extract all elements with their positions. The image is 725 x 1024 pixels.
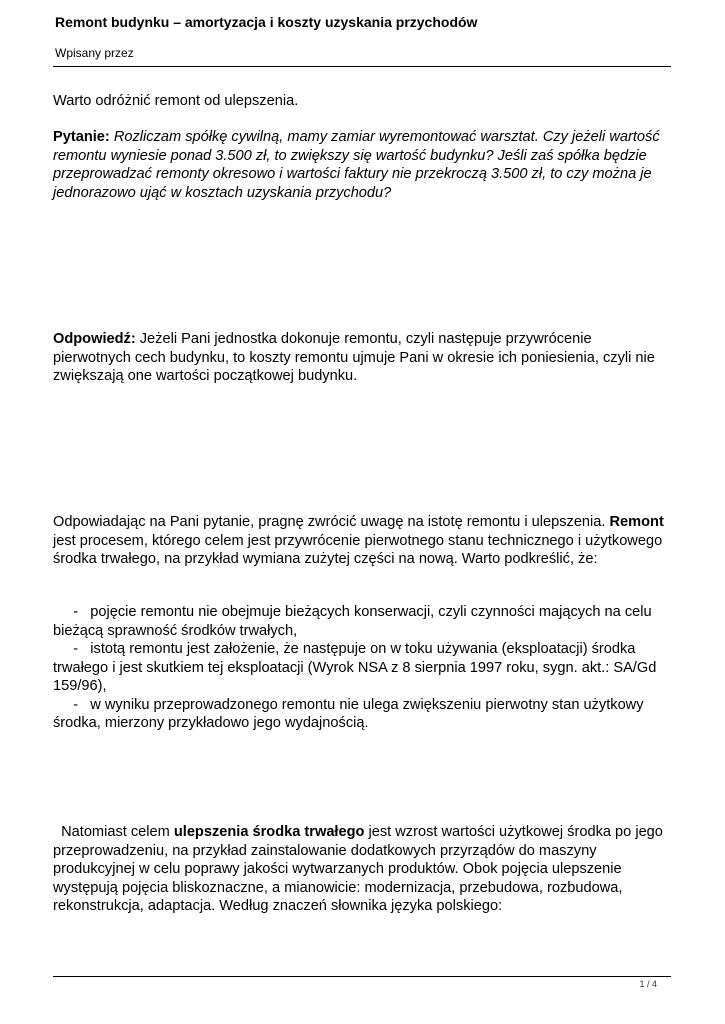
remont-line: środka trwałego, na przykład wymiana zużytej części na nową. Warto podkreślić, że: (53, 551, 598, 567)
document-title: Remont budynku – amortyzacja i koszty uzyskania przychodów (55, 14, 478, 30)
ulepszenie-paragraph (53, 823, 673, 916)
remont-bullet-list (53, 603, 673, 733)
question-line: remontu wyniesie ponad 3.500 zł, to zwiększy się wartość budynku? Jeśli zaś spółka będzie (53, 147, 647, 164)
ulepszenie-line: występują pojęcia bliskoznaczne, a mianowicie: modernizacja, przebudowa, rozbudowa, (53, 879, 623, 896)
header-divider (53, 66, 671, 67)
ulepszenie-line: Natomiast celem (53, 824, 174, 840)
ulepszenie-term: ulepszenia środka trwałego (173, 824, 365, 840)
intro-text: Warto odróżnić remont od ulepszenia. (53, 93, 299, 109)
page-number: 1 / 4 (639, 979, 657, 989)
bullet-line: - istotą remontu jest założenie, że następuje on w toku używania (eksploatacji) środka (53, 641, 636, 657)
intro-paragraph (53, 92, 673, 111)
bullet-line: bieżącą sprawność środków trwałych, (53, 622, 298, 639)
question-label: Pytanie: (53, 129, 110, 145)
answer-label: Odpowiedź: (53, 331, 136, 347)
remont-line: jest procesem, którego celem jest przywrócenie pierwotnego stanu technicznego i użytkowego (53, 532, 663, 549)
ulepszenie-line: przeprowadzeniu, na przykład zainstalowanie dodatkowych przyrządów do maszyny (53, 842, 597, 859)
ulepszenie-line: produkcyjnej w celu poprawy jakości wytwarzanych produktów. Obok pojęcia ulepszenie (53, 861, 622, 877)
remont-line: Odpowiadając na Pani pytanie, pragnę zwrócić uwagę na istotę remontu i ulepszenia. (53, 514, 610, 530)
bullet-line: trwałego i jest skutkiem tej eksploatacji (Wyrok NSA z 8 sierpnia 1997 roku, sygn. akt.: SA/Gd (53, 659, 657, 676)
question-line: jednorazowo ująć w kosztach uzyskania przychodu? (53, 184, 392, 201)
question-line: Rozliczam spółkę cywilną, mamy zamiar wyremontować warsztat. Czy jeżeli wartość (109, 129, 660, 145)
footer-divider (53, 976, 671, 977)
author-line: Wpisany przez (55, 46, 134, 60)
bullet-line: - pojęcie remontu nie obejmuje bieżących konserwacji, czyli czynności mających na celu (53, 604, 652, 620)
remont-term: Remont (609, 514, 664, 530)
answer-line: zwiększają one wartości początkowej budynku. (53, 368, 358, 384)
remont-paragraph (53, 513, 673, 569)
bullet-line: - w wyniku przeprowadzonego remontu nie ulega zwiększeniu pierwotny stan użytkowy (53, 696, 644, 713)
bullet-line: środka, mierzony przykładowo jego wydajnością. (53, 715, 369, 731)
ulepszenie-line: jest wzrost wartości użytkowej środka po jego (364, 824, 663, 840)
answer-paragraph (53, 330, 673, 386)
bullet-line: 159/96), (53, 678, 107, 694)
question-line: przeprowadzać remonty okresowo i wartości faktury nie przekroczą 3.500 zł, to czy można je (53, 166, 652, 182)
answer-line: Jeżeli Pani jednostka dokonuje remontu, czyli następuje przywrócenie (135, 331, 592, 347)
question-paragraph (53, 128, 673, 202)
ulepszenie-line: rekonstrukcja, adaptacja. Według znaczeń słownika języka polskiego: (53, 898, 503, 914)
answer-line: pierwotnych cech budynku, to koszty remontu ujmuje Pani w okresie ich poniesienia, czyli nie (53, 349, 655, 366)
